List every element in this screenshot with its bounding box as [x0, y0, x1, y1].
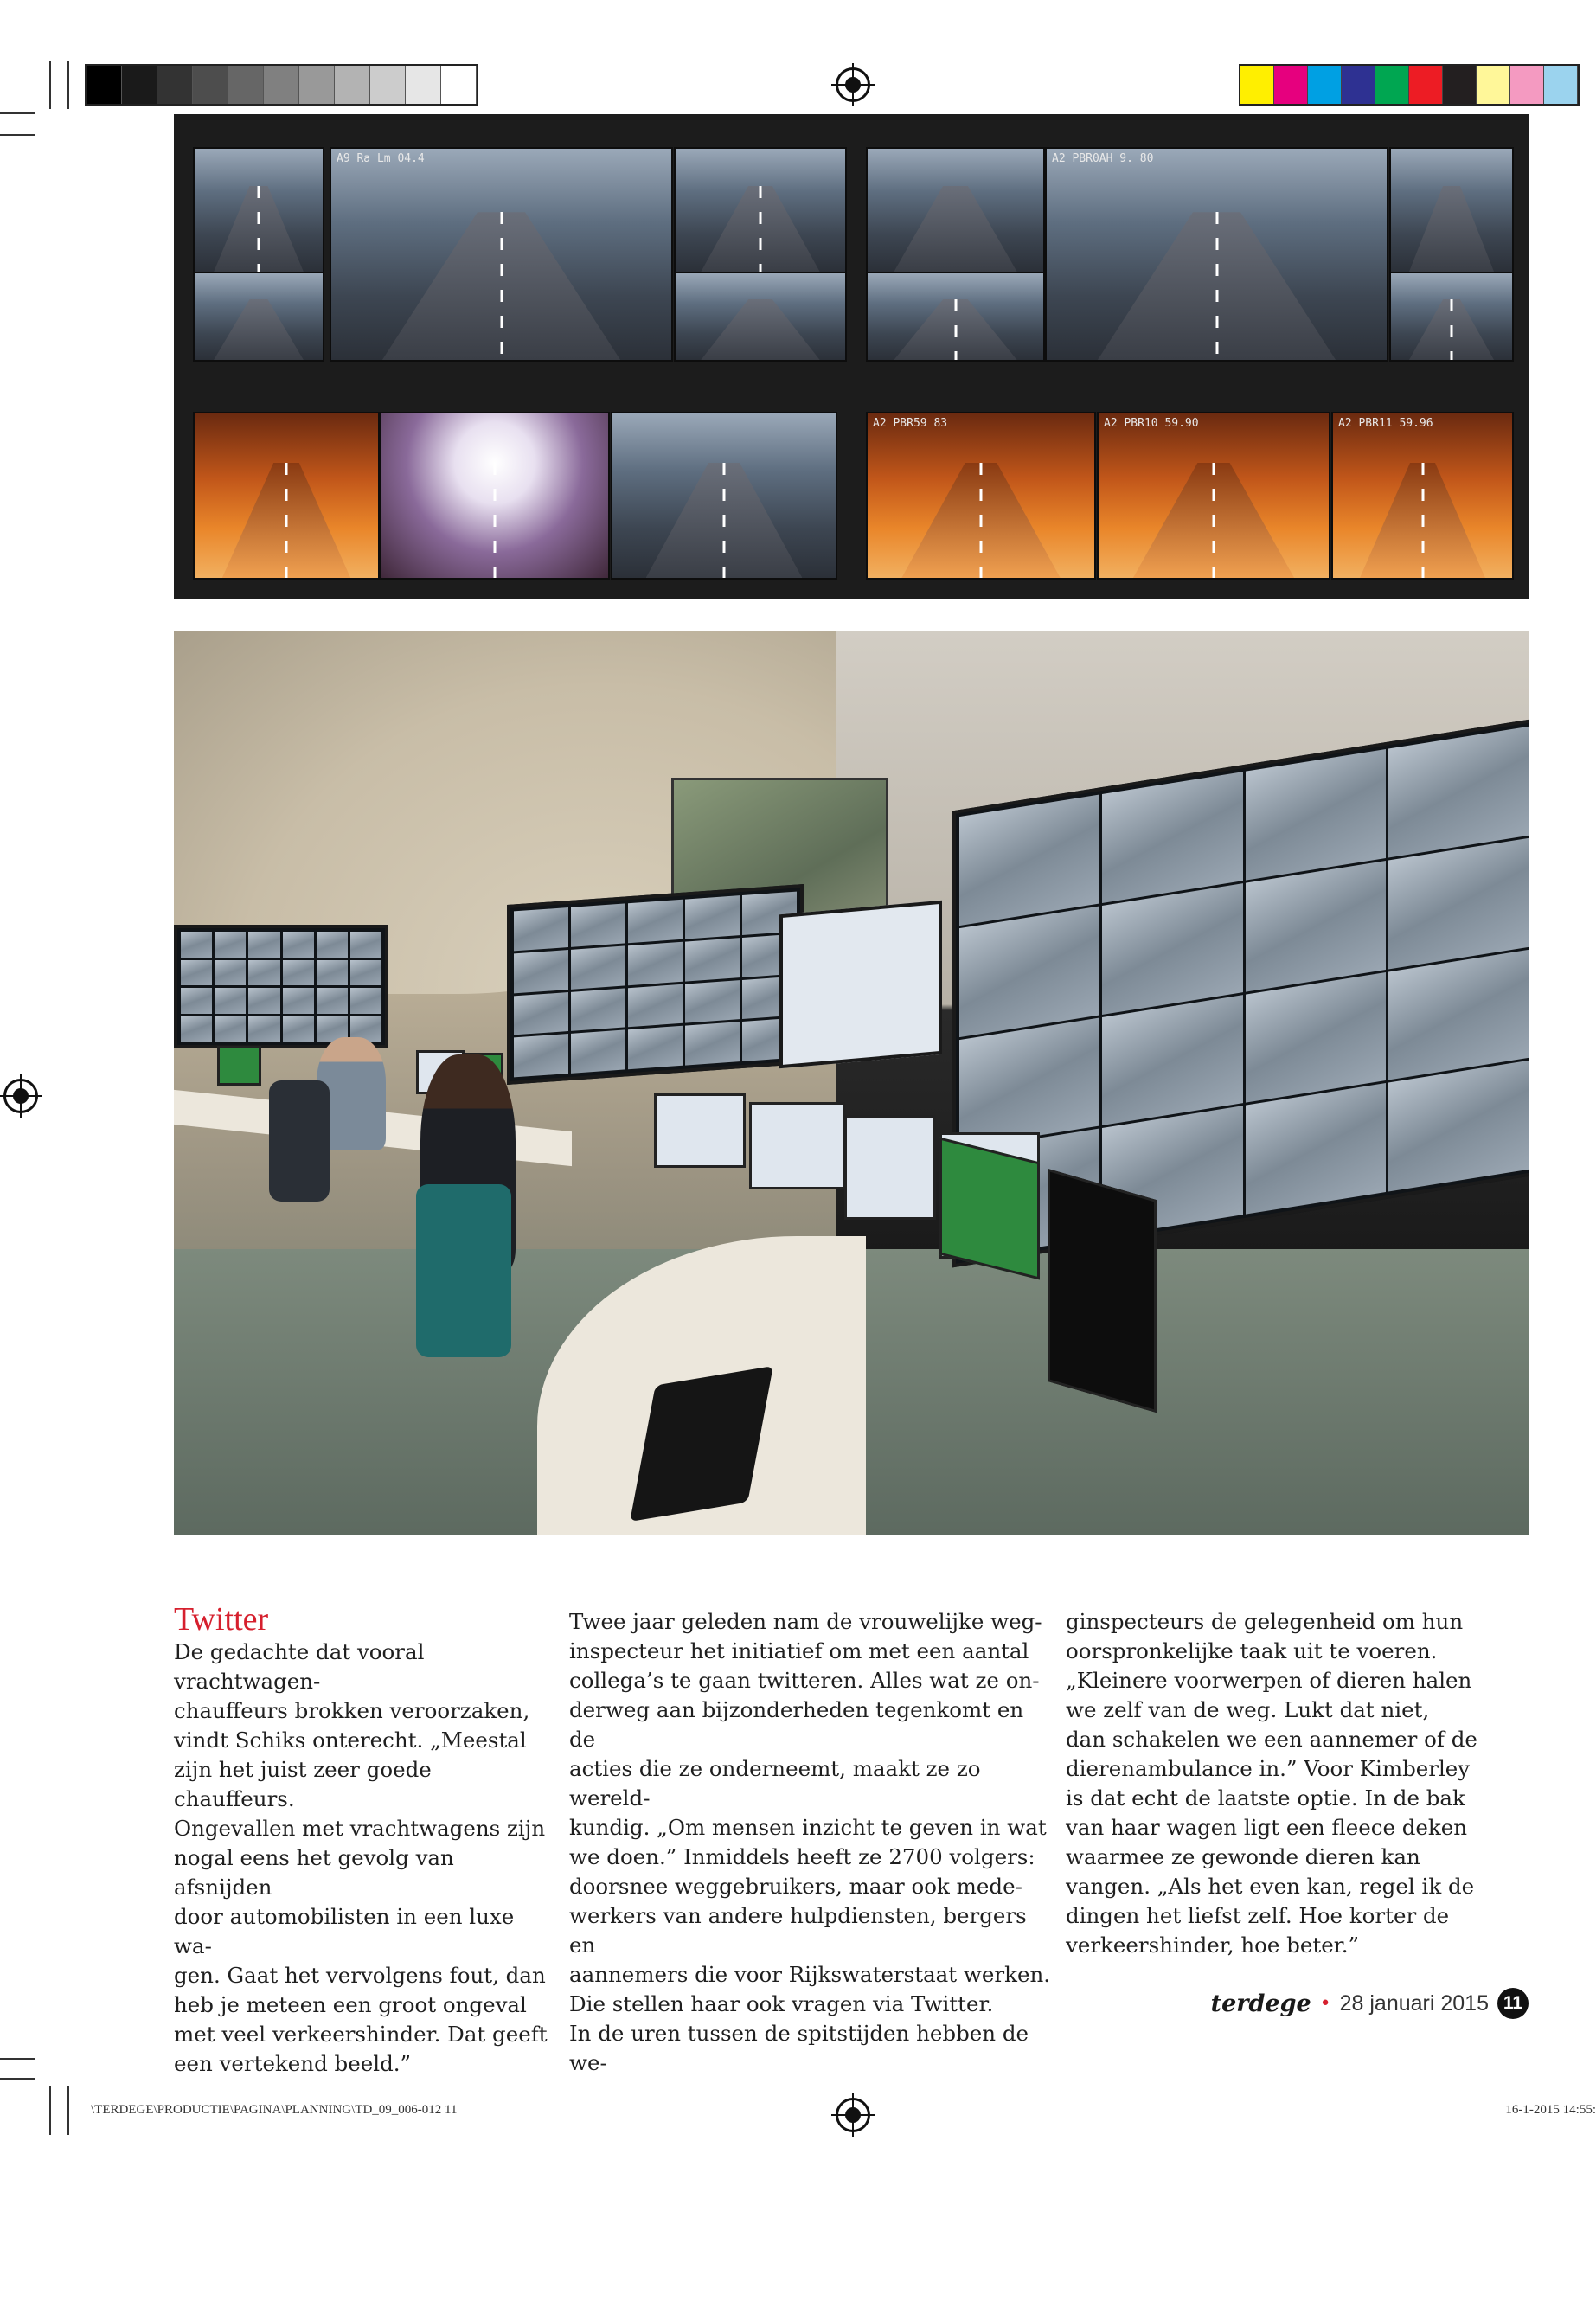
section-heading: Twitter: [174, 1601, 269, 1638]
text-line: derweg aan bijzonderheden tegenkomt en de: [569, 1697, 1024, 1752]
camera-feed: [866, 272, 1045, 362]
magazine-brand: terdege: [1210, 1990, 1311, 2017]
crop-mark-bottom-left-h2: [0, 2078, 35, 2080]
monitor: [939, 1138, 1040, 1280]
text-line: ginspecteurs de gelegenheid om hun: [1066, 1609, 1464, 1634]
text-line: oorspronkelijke taak uit te voeren.: [1066, 1638, 1438, 1663]
text-line: waarmee ze gewonde dieren kan: [1066, 1844, 1420, 1869]
monitor: [844, 1115, 936, 1220]
camera-feed: [1331, 412, 1514, 580]
text-line: dingen het liefst zelf. Hoe korter de: [1066, 1903, 1450, 1928]
text-line: van haar wagen ligt een fleece deken: [1066, 1815, 1468, 1840]
text-line: acties die ze onderneemt, maakt ze zo wereld-: [569, 1756, 981, 1811]
chair: [269, 1080, 330, 1202]
video-wall-map-screen: [779, 901, 942, 1068]
text-line: Die stellen haar ook vragen via Twitter.: [569, 1991, 994, 2016]
text-line: dan schakelen we een aannemer of de: [1066, 1727, 1477, 1752]
color-swatch: [1274, 66, 1308, 104]
registration-mark-bottom: [836, 2098, 870, 2132]
text-line: doorsnee weggebruikers, maar ook mede-: [569, 1874, 1022, 1899]
monitor: [654, 1093, 746, 1168]
camera-feed: [611, 412, 837, 580]
color-swatch: [1409, 66, 1443, 104]
camera-wall-photo: [174, 114, 1529, 599]
color-swatch: [1443, 66, 1477, 104]
text-line: Ongevallen met vrachtwagens zijn: [174, 1816, 546, 1841]
text-line: collega’s te gaan twitteren. Alles wat ze on-: [569, 1668, 1040, 1693]
text-line: we doen.” Inmiddels heeft ze 2700 volgers:: [569, 1844, 1035, 1869]
text-line: vindt Schiks onterecht. „Meestal: [174, 1727, 527, 1753]
camera-feed: [193, 147, 324, 273]
camera-feed: [193, 272, 324, 362]
text-line: zijn het juist zeer goede chauffeurs.: [174, 1757, 432, 1811]
crop-mark-top-left-v2: [67, 61, 69, 109]
text-line: inspecteur het initiatief om met een aantal: [569, 1638, 1029, 1663]
monitor: [749, 1102, 845, 1189]
crop-mark-top-left-h2: [0, 134, 35, 136]
registration-mark-top: [836, 67, 870, 102]
text-line: In de uren tussen de spitstijden hebben de we-: [569, 2021, 1029, 2075]
camera-feed: [1045, 147, 1388, 362]
color-swatch: [1544, 66, 1578, 104]
grayscale-bar: [85, 64, 478, 106]
camera-overlay-label: A9 Ra Lm 04.4: [337, 152, 425, 165]
article-column-3: [1066, 1607, 1516, 1960]
text-line: verkeershinder, hoe beter.”: [1066, 1932, 1360, 1958]
color-swatch: [1375, 66, 1409, 104]
video-wall-left: [174, 925, 388, 1048]
monitor: [1048, 1169, 1157, 1413]
text-line: gen. Gaat het vervolgens fout, dan: [174, 1963, 546, 1988]
registration-mark-left: [3, 1079, 38, 1113]
camera-overlay-label: A2 PBR0AH 9. 80: [1052, 152, 1154, 165]
text-line: dierenambulance in.” Voor Kimberley: [1066, 1756, 1471, 1781]
chair: [416, 1184, 511, 1357]
crop-mark-bottom-left-v2: [67, 2086, 69, 2135]
video-wall-center: [507, 884, 804, 1085]
camera-feed: [1389, 272, 1514, 362]
crop-mark-bottom-left-v: [49, 2086, 51, 2135]
color-swatch: [1477, 66, 1510, 104]
color-swatch: [1308, 66, 1342, 104]
text-line: is dat echt de laatste optie. In de bak: [1066, 1785, 1465, 1811]
camera-feed: [674, 272, 847, 362]
camera-overlay-label: A2 PBR10 59.90: [1104, 417, 1199, 430]
text-line: „Kleinere voorwerpen of dieren halen: [1066, 1668, 1472, 1693]
crop-mark-bottom-left-h: [0, 2058, 35, 2060]
camera-feed: [866, 147, 1045, 273]
text-line: werkers van andere hulpdiensten, bergers en: [569, 1903, 1027, 1958]
text-line: door automobilisten in een luxe wa-: [174, 1904, 515, 1958]
crop-mark-top-left-v: [49, 61, 51, 109]
text-line: aannemers die voor Rijkswaterstaat werken.: [569, 1962, 1051, 1987]
page-number: 11: [1497, 1988, 1529, 2019]
article-column-1: [174, 1638, 554, 2079]
color-registration-bar: [1239, 64, 1580, 106]
text-line: met veel verkeershinder. Dat geeft: [174, 2022, 548, 2047]
page-footer: [1211, 1988, 1529, 2019]
text-line: heb je meteen een groot ongeval: [174, 1992, 527, 2017]
text-line: een vertekend beeld.”: [174, 2051, 412, 2076]
color-swatch: [1510, 66, 1544, 104]
monitor: [217, 1046, 261, 1086]
camera-overlay-label: A2 PBR59 83: [873, 417, 948, 430]
camera-feed: [193, 412, 380, 580]
camera-feed: [674, 147, 847, 273]
text-line: nogal eens het gevolg van afsnijden: [174, 1845, 454, 1900]
text-line: Twee jaar geleden nam de vrouwelijke weg-: [569, 1609, 1042, 1634]
text-line: vangen. „Als het even kan, regel ik de: [1066, 1874, 1475, 1899]
text-line: chauffeurs brokken veroorzaken,: [174, 1698, 530, 1723]
print-slug-path: \TERDEGE\PRODUCTIE\PAGINA\PLANNING\TD_09_006-012 11: [91, 2103, 458, 2117]
crop-mark-top-left-h: [0, 112, 35, 114]
text-line: De gedachte dat vooral vrachtwagen-: [174, 1639, 425, 1694]
issue-date: 28 januari 2015: [1339, 1990, 1489, 2016]
camera-feed: [380, 412, 610, 580]
color-swatch: [1240, 66, 1274, 104]
article-column-2: [569, 1607, 1054, 2078]
print-slug-timestamp: 16-1-2015 14:55:: [1505, 2103, 1596, 2117]
text-line: kundig. „Om mensen inzicht te geven in wat: [569, 1815, 1047, 1840]
camera-feed: [1389, 147, 1514, 273]
camera-feed: [330, 147, 673, 362]
camera-overlay-label: A2 PBR11 59.96: [1338, 417, 1433, 430]
color-swatch: [1342, 66, 1375, 104]
control-room-photo: [174, 631, 1529, 1535]
separator-dot: •: [1319, 1992, 1331, 2015]
text-line: we zelf van de weg. Lukt dat niet,: [1066, 1697, 1430, 1722]
camera-feed: [866, 412, 1096, 580]
camera-feed: [1097, 412, 1330, 580]
